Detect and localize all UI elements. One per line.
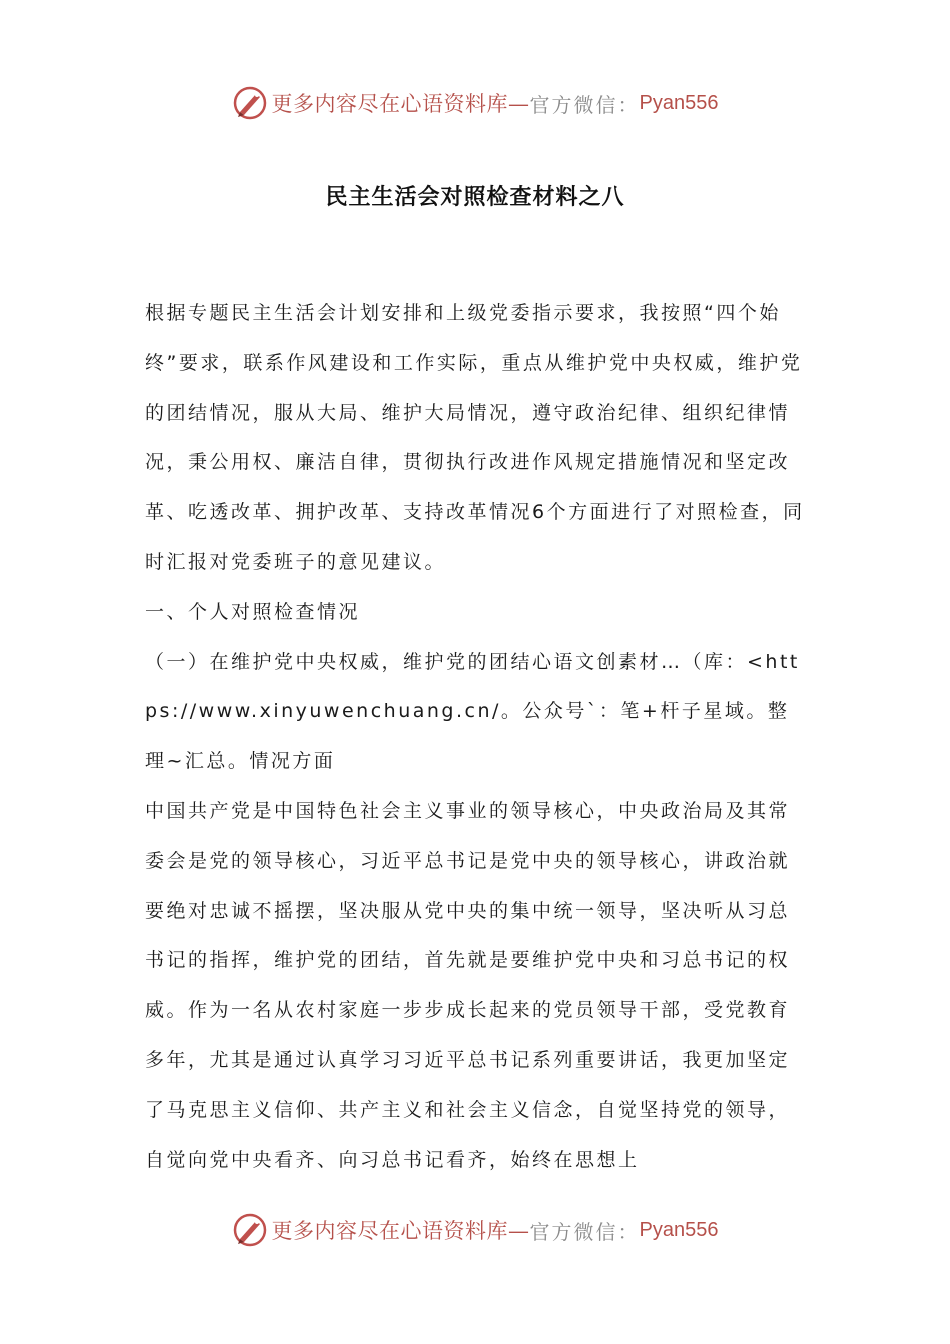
- banner-wechat-id: Pyan556: [639, 1218, 719, 1241]
- banner-text: 更多内容尽在心语资料库—: [271, 92, 530, 116]
- section-heading: 一、个人对照检查情况: [145, 600, 361, 623]
- document-title: 民主生活会对照检查材料之八: [325, 185, 625, 210]
- paragraph-intro: 根据专题民主生活会计划安排和上级党委指示要求，我按照“四个始终”要求，联系作风建设和工作实际，重点从维护党中央权威，维护党的团结情况，服从大局、维护大局情况，遵守政治纪律、组织纪律情况，秉公用权、廉洁自律，贯彻执行改进作风规定措施情况和坚定改革、吃透改革、拥护改革、支持改革情况6个方面进行了对照检查，同时汇报对党委班子的意见建议。: [145, 302, 805, 573]
- banner-text: 更多内容尽在心语资料库—: [271, 1219, 530, 1243]
- subsection-heading: （一）在维护党中央权威，维护党的团结心语文创素材…（库：<https://www.xinyuwenchuang.cn/。公众号`：笔+杆子星域。整理~汇总。情况方面: [145, 650, 800, 773]
- banner-wechat-label: 官方微信：: [529, 1219, 640, 1244]
- pen-logo-icon: [232, 1212, 268, 1248]
- header-banner: [0, 83, 950, 123]
- pen-logo-icon: [232, 85, 268, 121]
- banner-wechat-label: 官方微信：: [529, 92, 640, 117]
- document-body: [145, 289, 810, 1185]
- banner-wechat-id: Pyan556: [639, 91, 719, 114]
- footer-banner: [0, 1210, 950, 1250]
- paragraph-body: 中国共产党是中国特色社会主义事业的领导核心，中央政治局及其常委会是党的领导核心，习近平总书记是党中央的领导核心，讲政治就要绝对忠诚不摇摆，坚决服从党中央的集中统一领导，坚决听从习总书记的指挥，维护党的团结，首先就是要维护党中央和习总书记的权威。作为一名从农村家庭一步步成长起来的党员领导干部，受党教育多年，尤其是通过认真学习习近平总书记系列重要讲话，我更加坚定了马克思主义信仰、共产主义和社会主义信念，自觉坚持党的领导，自觉向党中央看齐、向习总书记看齐，始终在思想上: [145, 799, 791, 1171]
